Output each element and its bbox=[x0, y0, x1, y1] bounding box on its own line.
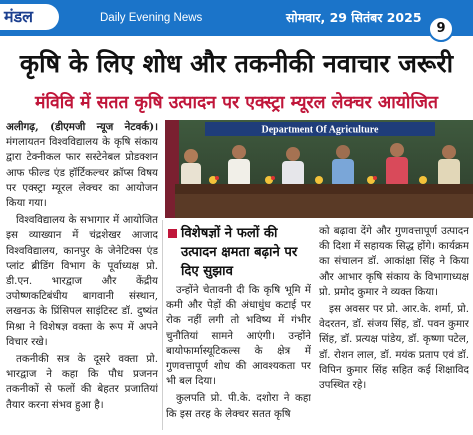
subheadline: मंविवि में सतत कृषि उत्पादन पर एक्स्ट्रा म्यूरल लेक्चर आयोजित bbox=[35, 93, 438, 113]
lead-text: मंगलायतन विश्वविद्यालय के कृषि संकाय द्वारा टेक्नीकल फार सस्टेनेबल प्रोडक्शन आफ फील्ड एंड हॉर्टिकल्चर क्रॉप्स विषय पर एक्स्ट्रा म्यूरल लेक्चर का आयोजन किया गया। bbox=[6, 136, 158, 210]
paragraph: विश्वविद्यालय के सभागार में आयोजित इस व्याख्यान में चंद्रशेखर आजाद विश्वविद्यालय, कानपुर के जेनेटिक्स एंड प्लांट ब्रीडिंग विभाग के पूर्वाध्यक्ष प्रो. डी.एन. भारद्वाज और केंद्रीय उपोष्णकटिबंधीय बागवानी संस्थान, लखनऊ के प्रिंसिपल साइंटिस्ट डॉ. दुष्यंत मिश्रा ने विशेषज्ञ वक्ता के रूप में अपने विचार रखे। bbox=[6, 214, 158, 348]
event-photo-illustration bbox=[165, 120, 473, 218]
issue-date: सोमवार, 29 सितंबर 2025 bbox=[286, 10, 422, 25]
paragraph: उन्होंने चेतावनी दी कि कृषि भूमि में कमी और पेड़ों की अंधाधुंध कटाई पर रोक नहीं लगी तो भविष्य में गंभीर चुनौतियां सामने आएंगी। उन्होंने बायोफार्मास्यूटिकल्स के क्षेत्र में गुणवत्तापूर्ण शोध की आवश्यकता पर भी बल दिया। bbox=[166, 284, 311, 388]
paragraph: इस अवसर पर प्रो. आर.के. शर्मा, प्रो. वेदरतन, डॉ. संजय सिंह, डॉ. पवन कुमार सिंह, डॉ. प्रत्यक्ष पांडेय, डॉ. कृष्णा पटेल, डॉ. रोशन लाल, डॉ. मयंक प्रताप एवं डॉ. विपिन कुमार सिंह सहित कई शिक्षाविद उपस्थित रहे। bbox=[319, 303, 469, 392]
paragraph: तकनीकी सत्र के दूसरे वक्ता प्रो. भारद्वाज ने कहा कि पौध प्रजनन तकनीकों से फलों की बेहतर प्रजातियां तैयार करना संभव हुआ है। bbox=[6, 353, 158, 411]
paragraph: को बढ़ावा देंगे और गुणवत्तापूर्ण उत्पादन की दिशा में सहायक सिद्ध होंगे। कार्यक्रम का संचालन डॉ. आकांक्षा सिंह ने किया और आभार कृषि संकाय के विभागाध्यक्ष प्रो. प्रमोद कुमार ने व्यक्त किया। bbox=[319, 225, 469, 298]
headline: कृषि के लिए शोध और तकनीकी नवाचार जरूरी bbox=[19, 49, 454, 78]
section-name: मंडल bbox=[0, 4, 59, 30]
paragraph: कुलपति प्रो. पी.के. दशोरा ने कहा कि इस तरह के लेक्चर सतत कृषि bbox=[166, 392, 311, 420]
bullet-square-icon bbox=[168, 229, 177, 238]
lead-paragraph bbox=[6, 120, 158, 211]
header-band bbox=[0, 0, 473, 36]
newspaper-name: Daily Evening News bbox=[100, 12, 203, 24]
article-column-3 bbox=[319, 224, 469, 435]
banner-text: Department Of Agriculture bbox=[261, 124, 379, 136]
dateline: अलीगढ़, (डीएमजी न्यूज नेटवर्क)। bbox=[6, 121, 158, 133]
article-column-2 bbox=[166, 283, 311, 435]
page-number-badge: 9 bbox=[428, 16, 454, 42]
event-photo bbox=[165, 120, 473, 218]
pull-quote-box bbox=[167, 224, 311, 280]
pull-quote-text: विशेषज्ञों ने फलों की उत्पादन क्षमता बढ़ाने पर दिए सुझाव bbox=[181, 226, 298, 279]
article-column-1 bbox=[6, 120, 158, 435]
column-divider bbox=[162, 220, 163, 430]
